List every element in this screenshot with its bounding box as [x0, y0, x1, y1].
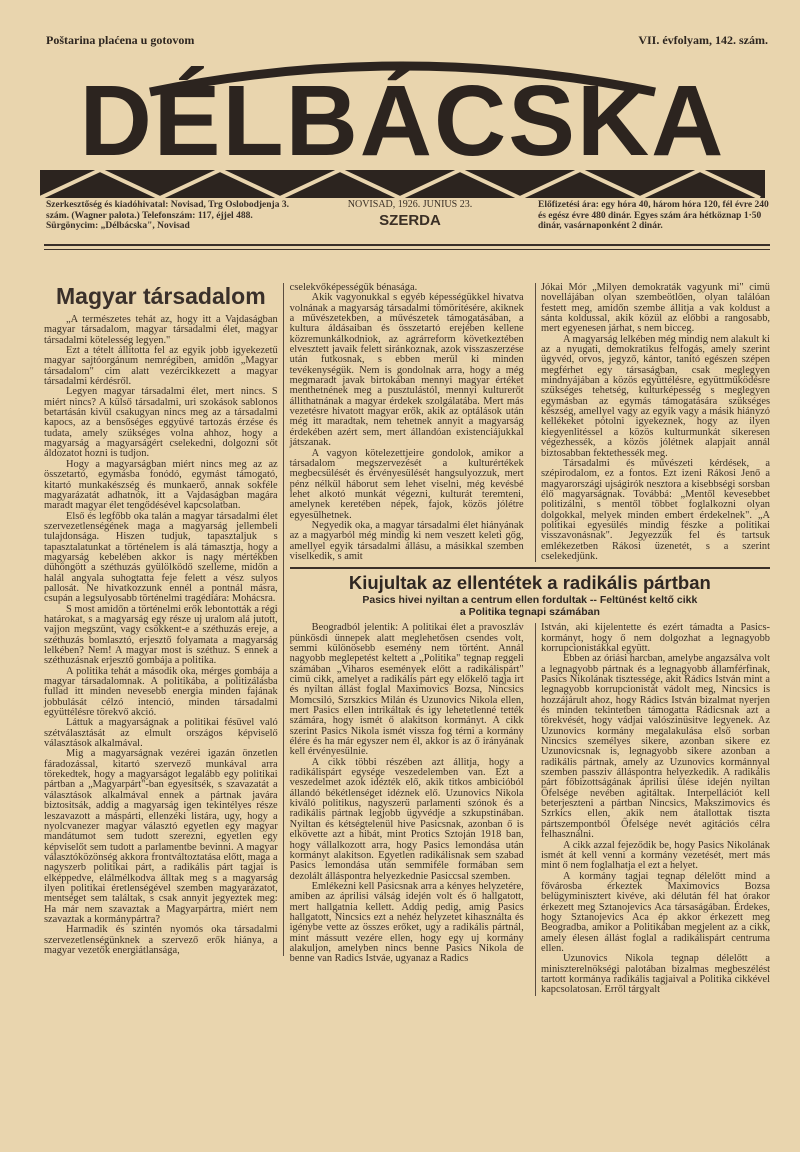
article-column-1	[44, 315, 278, 956]
paragraph: S most amidőn a történelmi erők lebontották a régi határokat, s a magyarság egy része uj uralom alá jutott, vajjon megszünt, vagy csökkent-e a széthuzás ereje, a széthuzás bomlasztó, erjesztő folyamata a magyarság lelkében? Nem! A magyar most is széthuz. S ennek a széthuzásnak erjesztő gombája a politika.	[44, 603, 278, 667]
paragraph: Láttuk a magyarságnak a politikai fésüvel való szétválasztását az elmult országos képviselő választások alkalmával.	[44, 717, 278, 750]
paragraph: Legyen magyar társadalmi élet, mert nincs. S miért nincs? A külső társadalmi, uri szokások sablonos betartásán kivül csakugyan nincs meg az a társadalmi kapocs, az a bensőséges eggyüvé tartozás érzése és tudata, amely szükséges volna ahhoz, hogy a magyarság a magyarságért cselekedni, dolgozni sőt áldozatot hozni is tudjon.	[44, 386, 278, 460]
paragraph: István, aki kijelentette és ezért támadta a Pasics-kormányt, hogy ő nem dolgozhat a legnagyobb korrupcionistákkal együtt.	[541, 622, 770, 654]
paragraph: A vagyon kötelezettjeire gondolok, amikor a társadalom megszervezését a kulturértékek megbecsülését és érvényesülését hangsulyozzuk, mert pénz nélkül háborut sem lehet viselni, még kevésbé lehet alkotó munkát végezni, kulturát teremteni, amelynek keretében népek, fajok, közös jólétre egyesülhetnek.	[289, 447, 524, 521]
paragraph: Harmadik és szintén nyomós oka társadalmi szervezetlenségünknek a szervező erők hiánya, a magyar vezetők energiátlansága,	[44, 924, 278, 956]
article-column-3	[535, 283, 770, 562]
paragraph: cselekvőképességük bénasága.	[289, 282, 418, 293]
editorial-info: Szerkesztőség és kiadóhivatal: Novisad, Trg Oslobodjenja 3. szám. (Wagner palota.) Telefonszám: 117, éjjel 488. Sürgönycim: „Délbácska", Novisad	[46, 200, 289, 231]
article2-body	[290, 623, 770, 995]
paragraph: Hogy a magyarságban miért nincs meg az az összetartó, egymásba fonódó, egymást támogató, kitartó munkakészség és munkaerő, annak sokféle magyarázatát adhatnók, itt a Vajdaságban magára maradt magyar élet tengődésével kapcsolatban.	[44, 458, 278, 512]
paragraph: A kormány tagjai tegnap délelőtt mind a fővárosba érkeztek Maximovics Bozsa belügyminisztert kivéve, aki délután fél hat órakor érkezett meg Sztanojevics Aca társaságában. Érdekes, hogy Sztanojevics Aca ép akkor érkezett meg Beogradba, amikor a Politikában megjelent az a cikk, amely élesen állást foglal a radikálispárt centruma ellen.	[541, 870, 770, 954]
header-divider	[44, 244, 770, 246]
paragraph: Ezt a tételt állította fel az egyik jobb igyekezetű magyar sajtóorgánum nemrégiben, amidőn „Magyar társadalom" cim alatt vezércikkezett a magyar társadalmi kérdésről.	[44, 345, 278, 388]
paragraph: A cikk többi részében azt állitja, hogy a radikálispárt egysége veszedelemben van. Ezt a veszedelmet azok idézték elő, akik titkos ambicióból állandó békétlenséget idéznek elő. Uzunovics Nikola kiváló politikus, nagyszerü parlamenti szónok és a radikális pártnak legjobb ügyvédje a szkupstinában. Nyiltan és kétségtelenül hive Pasicsnak, azonban ő is elkövette azt a hibát, mint Protics Sztoján 1918 ban, hogy vállalkozott arra, hogy Pasics lemondása után kormányt alakitson. Egyetlen radikálisnak sem szabad Pasics lemondása után semmiféle formában sem dezolált álláspontra helyezkednie Pasiccsal szemben.	[289, 756, 524, 882]
paragraph: Társadalmi és művészeti kérdések, a szépirodalom, ez a fontos. Ezt izeni Rákosi Jenő a magyarországi ujságirók nesztora a kisebbségi sorsban élő magyarságnak. Továbbá: „Mentől kevesebbet politizálni, s mentől többet foglalkozni olyan dolgokkal, melyek minden embert érdekelnek". „A politikai egyesülés mindig fészke a politikai visszavonásnak". Jegyezzük fel és tartsuk emlékezetben Rákosi üzenetét, s a szerint cselekedjünk.	[541, 457, 770, 562]
article-divider	[290, 567, 770, 569]
page-body	[44, 283, 770, 996]
paragraph: Első és legfőbb oka talán a magyar társadalmi élet szervezetlenségének maga a magyarság jellembeli tulajdonsága. Hiszen tudjuk, tapasztaljuk s tapasztalatunkat a történelem is alá támasztja, hogy a magyarság kebelében akkor is nagy mértékben dühöngött a széthuzás gyülölködő szelleme, midőn a halál angyala suhogtatta feje felett a vész sulyos pallosát. Ne hivatkozzunk ennél a pontnál másra, csupán a legsulyosabb történelmi tragédiára: Mohácsra.	[44, 510, 278, 605]
article-title: Magyar társadalom	[56, 283, 266, 309]
dateline: NOVISAD, 1926. JUNIUS 23.	[347, 199, 473, 210]
paragraph: A magyarság lelkében még mindig nem alakult ki az a nyugati, demokratikus felfogás, amely szerint ügyvéd, orvos, jegyző, kántor, tanitó egészen szépen megférhet egy társaságban, csak meglegyen mindnyájában a közös együttélésre, együttműködésre szükséges tehetség, kulturképesség s meglegyen egymásban az egymás támogatására szükséges készség, amellyel vagy az egyik vagy a másik hiányzó kellékeket pótolni igyekeznek, hogy az ilyen kiegyenlitéssel a közös kulturmunkát sikeresen végezhessék, a közös jólétnek alapjait annál biztosabban fektethessék meg.	[541, 333, 770, 459]
weekday: SZERDA	[379, 212, 441, 229]
header-divider-thin	[44, 249, 770, 250]
paragraph: Akik vagyonukkal s egyéb képességükkel hivatva volnának a magyarság társadalmi tömörítésére, akiknek a művészetekben, a művészetek támogatásában, a kultura áldásaiban és összetartó erejében kellene közremunkálkodniok, az agrárreform következtében elvesztett javaik felett siránkoznak, azok visszaszerzése után futkosnak, s ebben merül ki minden tevékenységük. Nem is gondolnak arra, hogy a még megmaradt javak birtokában mennyi magyar értéket menthetnének meg a pusztulástól, mennyi kulturerőt állithatnának a magyar érdekek szolgálatába. Mert más vezetésre hivatott magyar erők, akik az optálások után még itt maradtak, nem tehetnek annyit a magyarság érdekében azért sem, mert állandóan existenciájukkal játszanak.	[289, 292, 524, 449]
article-subtitle: Pasics hivei nyiltan a centrum ellen fordultak -- Feltünést keltő cikk	[362, 594, 698, 607]
paragraph: A cikk azzal fejeződik be, hogy Pasics Nikolának ismét át kell venni a kormány vezetését, mert más mint ő nem foglalhatja el ezt a helyet.	[541, 839, 770, 872]
subscription-info: Előfizetési ára: egy hóra 40, három hóra 120, fél évre 240 és egész évre 480 dinár. Egyes szám ára hétköznap 1·50 dinár, vasárnaponként 2 dinár.	[538, 200, 769, 231]
masthead-logo	[40, 52, 765, 202]
postage-note: Poštarina plaćena u gotovom	[46, 33, 195, 47]
paragraph: Ebben az óriási harcban, amelybe angazsálva volt a legnagyobb pártnak és a legnagyobb államférfinak, Pasics Nikolának tisztessége, akit Rádics István mint a legnagyobb korrupcionistát vádolt meg, Nincsics is hozzájárult ahoz, hogy Rádics István bizalmat nyerjen és minden tekintetben támogatta Rádicsnak azt a törekvését, hogy vádjai valószinüsitve legyenek. Az Uzunovics kormány megalakulása első sorban Nincsics személyes sikere, azonban sikere ez Uzunovicsnak is, legnagyobb sikere azonban a radikális pártnak, amely az Uzunovics kormánnyal szemben passziv álláspontra helyezkedik. A radikális párt főbizottságának áprilisi ülése idején nyiltan Őfelsége nevében agitáltak. Interpellációt kell beterjeszteni a pártban Nincsics, Makszimovics és Szrkics ellen, akik nem átallottak tiszta pártszempontból Őfelsége nevét agitációs célra felhasználni.	[541, 653, 770, 841]
volume-number: VII. évfolyam, 142. szám.	[638, 33, 768, 47]
left-column	[44, 283, 284, 956]
article-title: Kiujultak az ellentétek a radikális pártban	[348, 572, 711, 594]
masthead-title: DÉLBÁCSKA	[79, 65, 726, 177]
right-section	[284, 283, 770, 996]
paragraph: Mig a magyarságnak vezérei igazán önzetlen fáradozással, kitartó szervező munkával arra törekedtek, hogy a magyarságot legalább egy politikai pártban a „Magyarpárt"-ban egyesitsék, s szavazatát a választások alkalmával ennek a pártnak javára biztositsák, addig a magyarság igen tekintélyes része leszavazott a máspárti, ellenzéki listára, ugy, hogy a nyolcvanezer magyar választó egyetlen egy magyar mandátumot sem tudott szerezni, egyetlen egy képviselőt sem tudott a parlamentbe bevinni. A magyar választóközönség akkora frontváltoztatása előtt, maga a nagyszerb politikai párt, a radikális párt tagjai is elképpedve, elálmélkodva álltak meg s a magyarság ilyen politikai éretlenségével szemben magyarázatot, mentséget sem találtak, s csak annyit jegyeztek meg: Ha már nem szavaztak a Magyarpártra, miért nem szavaztak a kormánypártra?	[44, 748, 278, 925]
paragraph: Negyedik oka, a magyar társadalmi élet hiányának az a magyarból még mindig ki nem veszett keleti gőg, amellyel egyik társadalmi állásu, a másikkal szemben viselkedik, s amit	[289, 519, 524, 562]
paragraph: „A természetes tehát az, hogy itt a Vajdaságban magyar társadalom, magyar társadalmi élet, magyar társadalmi kötelesség legyen."	[44, 314, 278, 346]
article-subtitle: a Politika tegnapi számában	[459, 606, 600, 619]
article-column-5	[535, 623, 770, 995]
article1-continuation	[290, 283, 770, 562]
paragraph: Beogradból jelentik: A politikai élet a pravoszláv pünkösdi ünnepek alatt meglehetősen csendes volt, semmi különösebb esemény nem történt. Annál nagyobb meglepetést keltett a „Politika" tegnap reggeli számában „Viharos események előtt a radikálispárt" cimü cikk, amelyet a radikális párt egy előkelő tagja irt és nyiltan állást foglal Maximovics Bozsa, Nincsics Momcsiló, Szrszkics Milán és Uzunovics Nikola ellen, mert Pasics ellen intrikáltak és igy lehetetlenné tették számára, hogy ismét ő alakitson kormányt. A cikk szerint Pasics Nikola ismét vissza fog térni a kormány élére és ha már egyszer nem él, akkor is az ő irányának kell érvényesülnie.	[289, 622, 524, 758]
article-column-4	[290, 623, 524, 995]
paragraph: Jókai Mór „Milyen demokraták vagyunk mi" cimü novellájában olyan szembeötlően, olyan találóan festett meg, amidőn szembe állitja a vak koldust a sánta koldussal, akik közül az előbbi a rangosabb, mert egyenesen járhat, s nem bicceg.	[541, 282, 770, 335]
article-column-2	[290, 283, 524, 562]
paragraph: Uzunovics Nikola tegnap délelőtt a miniszterelnökségi palotában bizalmas megbeszélést tartott kormánya radikális tagjaival a Politika cikkével kapcsolatosan. Erről tárgyalt	[541, 953, 770, 996]
paragraph: Emlékezni kell Pasicsnak arra a kényes helyzetére, amiben az áprilisi válság idején volt és ő hallgatott, mert hallgatnia kellett. Addig pedig, amig Pasics hallgatott, Nincsics ezt a nehéz helyzetet kihasználta és igénybe vette az összes erőket, ugy a radikális pártnál, mint mássutt vezére ellen, hogy egy uj kormány alakuljon, amelyben nincs benne Pasics Nikola de benne van Radics Istváe, ugyanaz a Radics	[289, 880, 524, 965]
paragraph: A politika tehát a második oka, mérges gombája a magyar társadalomnak. A politikába, a politizálásba fullad itt minden nevesebb energia minden fajának jobbulását célzó intenció, minden társadalmi együttélésre törekvő akció.	[44, 665, 278, 719]
